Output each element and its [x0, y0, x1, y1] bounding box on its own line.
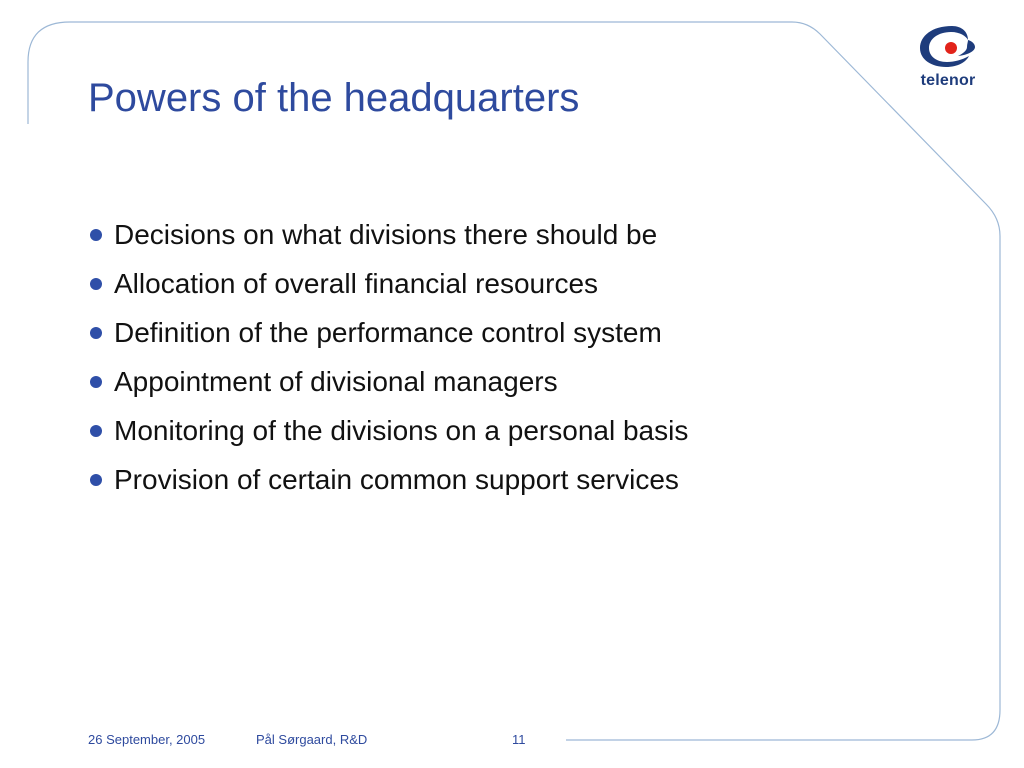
- bullet-icon: [90, 229, 102, 241]
- bullet-icon: [90, 474, 102, 486]
- bullet-icon: [90, 327, 102, 339]
- bullet-item: [88, 308, 688, 357]
- bullet-item: [88, 357, 688, 406]
- telenor-logo: [908, 20, 988, 100]
- slide-title: Powers of the headquarters: [88, 76, 580, 120]
- bullet-text: Definition of the performance control system: [114, 317, 662, 348]
- logo-wordmark: telenor: [920, 72, 976, 89]
- bullet-item: [88, 259, 688, 308]
- footer-page-number: 11: [512, 732, 526, 747]
- bullet-item: [88, 210, 688, 259]
- footer-date: 26 September, 2005: [88, 732, 206, 747]
- bullet-text: Decisions on what divisions there should be: [114, 219, 658, 250]
- bullet-text: Monitoring of the divisions on a personal basis: [114, 415, 689, 446]
- bullet-item: [88, 406, 688, 455]
- telenor-logo-icon: [908, 20, 988, 72]
- bullet-text: Allocation of overall financial resources: [114, 268, 599, 299]
- bullet-icon: [90, 376, 102, 388]
- bullet-icon: [90, 278, 102, 290]
- footer-author: Pål Sørgaard, R&D: [256, 732, 368, 747]
- bullet-text: Provision of certain common support services: [114, 464, 679, 495]
- bullet-item: [88, 455, 688, 504]
- bullet-list: [88, 210, 688, 504]
- bullet-text: Appointment of divisional managers: [114, 366, 558, 397]
- bullet-icon: [90, 425, 102, 437]
